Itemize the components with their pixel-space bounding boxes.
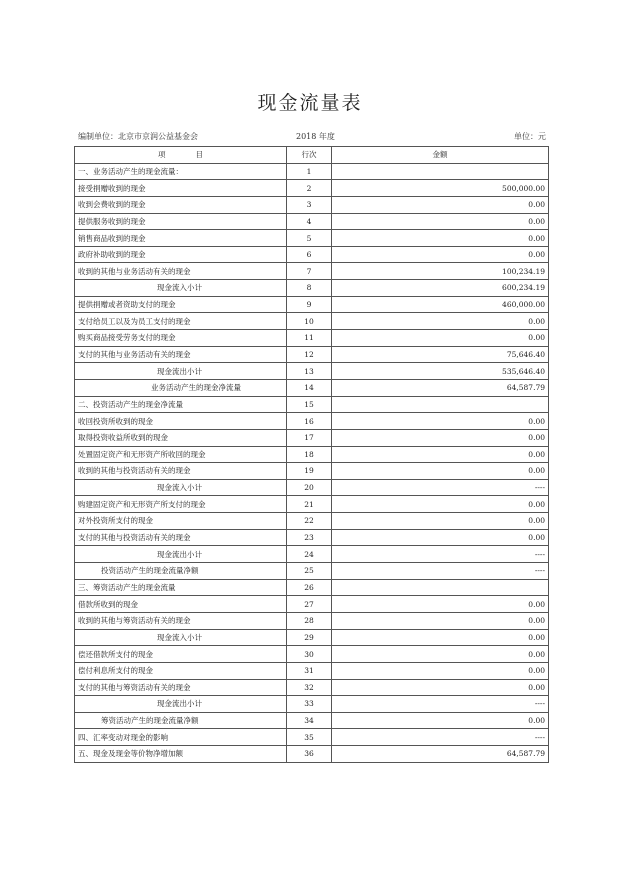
row-label: 支付的其他与业务活动有关的现金 bbox=[75, 346, 287, 363]
row-label: 提供服务收到的现金 bbox=[75, 213, 287, 230]
row-amount: ---- bbox=[332, 696, 549, 713]
report-year: 2018 年度 bbox=[296, 132, 335, 141]
row-amount: ---- bbox=[332, 546, 549, 563]
row-amount: 0.00 bbox=[332, 529, 549, 546]
row-amount: 0.00 bbox=[332, 196, 549, 213]
row-number: 34 bbox=[287, 712, 332, 729]
row-label: 四、汇率变动对现金的影响 bbox=[75, 729, 287, 746]
row-amount: ---- bbox=[332, 729, 549, 746]
row-number: 28 bbox=[287, 612, 332, 629]
row-label: 对外投资所支付的现金 bbox=[75, 513, 287, 530]
row-amount: 0.00 bbox=[332, 662, 549, 679]
row-number: 25 bbox=[287, 563, 332, 580]
row-amount: ---- bbox=[332, 563, 549, 580]
table-header-row bbox=[75, 147, 549, 164]
row-amount: 600,234.19 bbox=[332, 280, 549, 297]
row-amount: ---- bbox=[332, 479, 549, 496]
table-row bbox=[75, 330, 549, 347]
table-row bbox=[75, 479, 549, 496]
row-number: 13 bbox=[287, 363, 332, 380]
row-amount: 0.00 bbox=[332, 629, 549, 646]
table-row bbox=[75, 263, 549, 280]
table-row bbox=[75, 163, 549, 180]
row-amount: 0.00 bbox=[332, 213, 549, 230]
row-amount bbox=[332, 579, 549, 596]
row-label: 支付的其他与筹资活动有关的现金 bbox=[75, 679, 287, 696]
row-label: 借款所收到的现金 bbox=[75, 596, 287, 613]
row-number: 7 bbox=[287, 263, 332, 280]
row-number: 20 bbox=[287, 479, 332, 496]
row-label: 处置固定资产和无形资产所收回的现金 bbox=[75, 446, 287, 463]
row-number: 5 bbox=[287, 230, 332, 247]
row-number: 3 bbox=[287, 196, 332, 213]
row-amount: 0.00 bbox=[332, 612, 549, 629]
table-row bbox=[75, 662, 549, 679]
row-amount: 0.00 bbox=[332, 330, 549, 347]
row-label: 筹资活动产生的现金流量净额 bbox=[75, 712, 287, 729]
row-number: 11 bbox=[287, 330, 332, 347]
row-amount bbox=[332, 163, 549, 180]
table-row bbox=[75, 746, 549, 763]
row-label: 现金流出小计 bbox=[75, 363, 287, 380]
row-number: 15 bbox=[287, 396, 332, 413]
row-amount: 0.00 bbox=[332, 413, 549, 430]
row-label: 接受捐赠收到的现金 bbox=[75, 180, 287, 197]
table-row bbox=[75, 546, 549, 563]
row-number: 22 bbox=[287, 513, 332, 530]
row-label: 三、筹资活动产生的现金流量 bbox=[75, 579, 287, 596]
row-number: 32 bbox=[287, 679, 332, 696]
row-amount: 64,587.79 bbox=[332, 746, 549, 763]
column-header-row-no: 行次 bbox=[287, 147, 332, 164]
row-amount: 0.00 bbox=[332, 646, 549, 663]
table-row bbox=[75, 296, 549, 313]
row-amount: 75,646.40 bbox=[332, 346, 549, 363]
table-row bbox=[75, 579, 549, 596]
row-label: 支付的其他与投资活动有关的现金 bbox=[75, 529, 287, 546]
row-number: 23 bbox=[287, 529, 332, 546]
table-row bbox=[75, 396, 549, 413]
table-row bbox=[75, 563, 549, 580]
row-label: 支付给员工以及为员工支付的现金 bbox=[75, 313, 287, 330]
row-amount: 535,646.40 bbox=[332, 363, 549, 380]
row-label: 收到会费收到的现金 bbox=[75, 196, 287, 213]
table-row bbox=[75, 696, 549, 713]
row-number: 9 bbox=[287, 296, 332, 313]
row-amount: 0.00 bbox=[332, 513, 549, 530]
table-row bbox=[75, 246, 549, 263]
row-number: 33 bbox=[287, 696, 332, 713]
row-amount: 0.00 bbox=[332, 446, 549, 463]
row-label: 业务活动产生的现金净流量 bbox=[75, 379, 287, 396]
row-label: 收回投资所收到的现金 bbox=[75, 413, 287, 430]
table-row bbox=[75, 280, 549, 297]
row-label: 投资活动产生的现金流量净额 bbox=[75, 563, 287, 580]
row-number: 31 bbox=[287, 662, 332, 679]
row-label: 一、业务活动产生的现金流量： bbox=[75, 163, 287, 180]
table-row bbox=[75, 413, 549, 430]
row-amount: 0.00 bbox=[332, 596, 549, 613]
page-title: 现金流量表 bbox=[257, 92, 363, 114]
row-label: 五、现金及现金等价物净增加额 bbox=[75, 746, 287, 763]
table-row bbox=[75, 230, 549, 247]
row-label: 销售商品收到的现金 bbox=[75, 230, 287, 247]
row-number: 27 bbox=[287, 596, 332, 613]
table-row bbox=[75, 180, 549, 197]
row-number: 2 bbox=[287, 180, 332, 197]
row-number: 29 bbox=[287, 629, 332, 646]
row-label: 现金流出小计 bbox=[75, 546, 287, 563]
row-amount: 0.00 bbox=[332, 313, 549, 330]
table-row bbox=[75, 313, 549, 330]
row-number: 35 bbox=[287, 729, 332, 746]
row-label: 现金流出小计 bbox=[75, 696, 287, 713]
row-amount: 0.00 bbox=[332, 230, 549, 247]
row-label: 取得投资收益所收到的现金 bbox=[75, 429, 287, 446]
table-row bbox=[75, 529, 549, 546]
table-row bbox=[75, 513, 549, 530]
table-row bbox=[75, 213, 549, 230]
table-row bbox=[75, 496, 549, 513]
column-header-item: 项 目 bbox=[75, 147, 287, 164]
table-row bbox=[75, 612, 549, 629]
row-amount: 460,000.00 bbox=[332, 296, 549, 313]
currency-unit: 单位：元 bbox=[514, 132, 546, 141]
row-label: 收到的其他与业务活动有关的现金 bbox=[75, 263, 287, 280]
row-label: 偿付利息所支付的现金 bbox=[75, 662, 287, 679]
org-name: 编制单位：北京市京润公益基金会 bbox=[78, 132, 198, 141]
table-row bbox=[75, 196, 549, 213]
row-number: 21 bbox=[287, 496, 332, 513]
table-row bbox=[75, 712, 549, 729]
row-number: 14 bbox=[287, 379, 332, 396]
column-header-amount: 金额 bbox=[332, 147, 549, 164]
row-number: 16 bbox=[287, 413, 332, 430]
row-label: 购建固定资产和无形资产所支付的现金 bbox=[75, 496, 287, 513]
table-row bbox=[75, 646, 549, 663]
row-amount: 0.00 bbox=[332, 246, 549, 263]
row-amount: 0.00 bbox=[332, 463, 549, 480]
row-label: 收到的其他与投资活动有关的现金 bbox=[75, 463, 287, 480]
row-number: 6 bbox=[287, 246, 332, 263]
table-row bbox=[75, 363, 549, 380]
row-amount: 0.00 bbox=[332, 712, 549, 729]
row-number: 10 bbox=[287, 313, 332, 330]
row-number: 17 bbox=[287, 429, 332, 446]
row-amount: 100,234.19 bbox=[332, 263, 549, 280]
table-row bbox=[75, 729, 549, 746]
row-amount: 500,000.00 bbox=[332, 180, 549, 197]
table-row bbox=[75, 429, 549, 446]
table-row bbox=[75, 679, 549, 696]
row-amount: 64,587.79 bbox=[332, 379, 549, 396]
table-row bbox=[75, 379, 549, 396]
row-number: 30 bbox=[287, 646, 332, 663]
row-number: 26 bbox=[287, 579, 332, 596]
row-number: 19 bbox=[287, 463, 332, 480]
row-number: 18 bbox=[287, 446, 332, 463]
row-number: 1 bbox=[287, 163, 332, 180]
row-number: 8 bbox=[287, 280, 332, 297]
row-number: 4 bbox=[287, 213, 332, 230]
cash-flow-table bbox=[74, 146, 549, 763]
row-label: 现金流入小计 bbox=[75, 280, 287, 297]
table-row bbox=[75, 346, 549, 363]
row-label: 偿还借款所支付的现金 bbox=[75, 646, 287, 663]
row-amount: 0.00 bbox=[332, 429, 549, 446]
row-label: 现金流入小计 bbox=[75, 479, 287, 496]
row-label: 提供捐赠或者资助支付的现金 bbox=[75, 296, 287, 313]
row-number: 36 bbox=[287, 746, 332, 763]
row-label: 现金流入小计 bbox=[75, 629, 287, 646]
row-label: 政府补助收到的现金 bbox=[75, 246, 287, 263]
row-amount: 0.00 bbox=[332, 679, 549, 696]
row-label: 购买商品接受劳务支付的现金 bbox=[75, 330, 287, 347]
table-row bbox=[75, 629, 549, 646]
row-number: 12 bbox=[287, 346, 332, 363]
row-amount bbox=[332, 396, 549, 413]
row-label: 收到的其他与筹资活动有关的现金 bbox=[75, 612, 287, 629]
row-amount: 0.00 bbox=[332, 496, 549, 513]
row-number: 24 bbox=[287, 546, 332, 563]
table-row bbox=[75, 596, 549, 613]
row-label: 二、投资活动产生的现金净流量 bbox=[75, 396, 287, 413]
table-row bbox=[75, 446, 549, 463]
table-row bbox=[75, 463, 549, 480]
